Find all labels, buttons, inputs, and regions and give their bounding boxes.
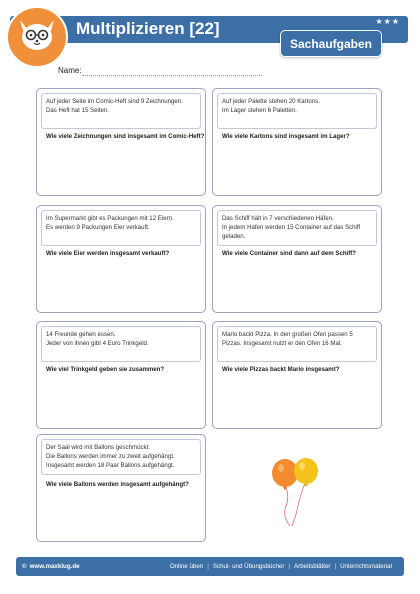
balloons-illustration: [268, 456, 324, 528]
task-card-7: [36, 434, 206, 542]
task-text: Auf jeder Seite im Comic-Heft sind 9 Zeichnungen. Das Heft hat 15 Seiten.: [41, 93, 201, 129]
category-badge: Sachaufgaben: [280, 30, 382, 57]
task-text: Auf jeder Palette stehen 20 Kartons. Im Lager stehen 6 Paletten.: [217, 93, 377, 129]
task-question: Wie viele Eier werden insgesamt verkauft?: [46, 250, 170, 257]
task-card-2: [212, 88, 382, 196]
copyright-icon: ©: [22, 563, 27, 570]
footer-bar: [16, 557, 404, 576]
difficulty-stars: ★★★: [375, 17, 400, 26]
task-text: Das Schiff hält in 7 verschiedenen Häfen. In jedem Hafen werden 15 Container auf das Schiff geladen.: [217, 210, 377, 246]
name-label: Name:: [58, 66, 82, 75]
task-card-4: [212, 205, 382, 313]
task-text: Der Saal wird mit Ballons geschmückt. Die Ballons werden immer zu zweit aufgehängt. Insgesamt werden 18 Paar Ballons aufgehängt.: [41, 439, 201, 475]
footer-divider: |: [207, 563, 209, 570]
task-question: Wie viele Container sind dann auf dem Schiff?: [222, 250, 357, 257]
task-question: Wie viele Pizzas backt Mario insgesamt?: [222, 366, 340, 373]
task-card-1: [36, 88, 206, 196]
task-text: 14 Freunde gehen essen. Jeder von ihnen gibt 4 Euro Trinkgeld.: [41, 326, 201, 362]
task-question: Wie viele Ballons werden insgesamt aufgehängt?: [46, 481, 189, 488]
task-question: Wie viel Trinkgeld geben sie zusammen?: [46, 366, 165, 373]
footer-link-worksheets[interactable]: Arbeitsblätter: [294, 563, 331, 570]
task-card-6: [212, 321, 382, 429]
footer-divider: |: [288, 563, 290, 570]
footer-links: [166, 563, 396, 570]
footer-divider: |: [334, 563, 337, 570]
fox-logo-icon: [8, 8, 66, 66]
footer-link-books[interactable]: Schul- und Übungsbücher: [212, 563, 285, 570]
maxklug-logo: [6, 6, 68, 68]
task-card-3: [36, 205, 206, 313]
task-text: Mario backt Pizza. In den großen Ofen passen 5 Pizzas. Insgesamt nutzt er den Ofen 16 Mal.: [217, 326, 377, 362]
task-card-5: [36, 321, 206, 429]
footer-link-online[interactable]: Online üben: [169, 563, 204, 570]
page-title: Multiplizieren [22]: [76, 19, 220, 38]
task-question: Wie viele Zeichnungen sind insgesamt im Comic-Heft?: [46, 133, 205, 140]
name-field[interactable]: [82, 75, 262, 76]
footer-link-material[interactable]: Unterrichtsmaterial: [340, 563, 392, 570]
footer-website[interactable]: © www.maxklug.de: [22, 563, 80, 570]
task-text: Im Supermarkt gibt es Packungen mit 12 Eiern. Es werden 9 Packungen Eier verkauft.: [41, 210, 201, 246]
task-question: Wie viele Kartons sind insgesamt im Lager?: [222, 133, 350, 140]
